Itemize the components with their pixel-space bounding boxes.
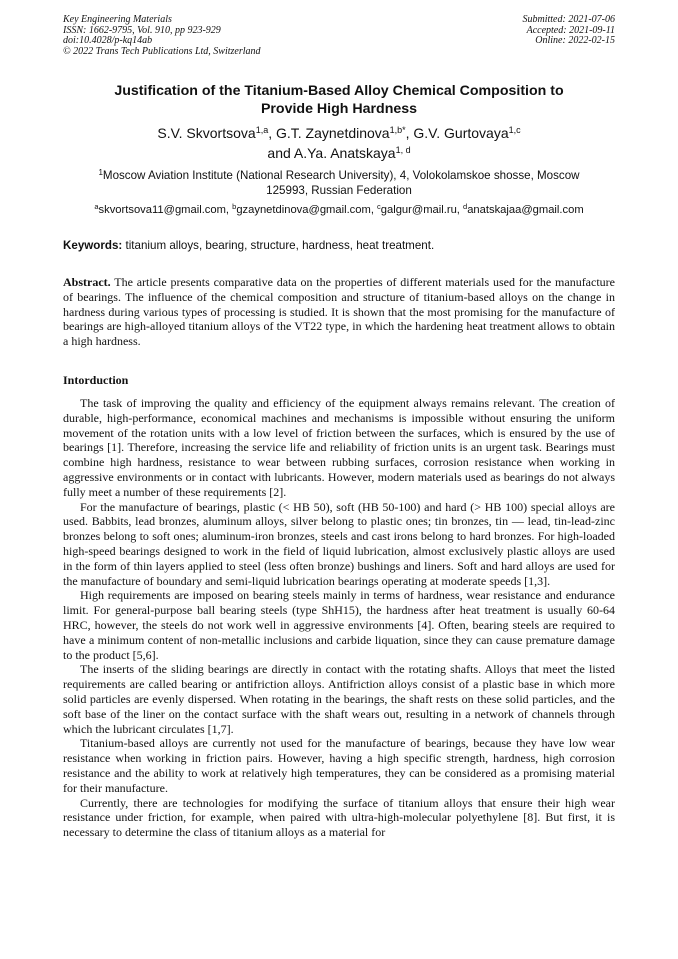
author-list bbox=[63, 123, 615, 163]
paragraph: For the manufacture of bearings, plastic (< HB 50), soft (HB 50-100) and hard (> HB 100) special alloys are used. Babbits, lead bronzes, aluminum alloys, silver belong to plastic ones; tin bronzes, tin — lead, tin-lead-zinc bronzes belong to soft ones; aluminum-iron bronzes, steels and cast irons belong to hard bronzes. For high-loaded high-speed bearings designed to work in the field of liquid lubrication, almost exclusively plastic alloys are used in the form of thin layers applied to steel (less often bronze) bushings and liners. Soft and hard alloys are used for the manufacture of boundary and semi-liquid lubrication bearings operating at moderate speeds [1,3]. bbox=[63, 499, 615, 588]
keywords-label: Keywords: bbox=[63, 239, 123, 252]
authors-line-1 bbox=[63, 123, 615, 143]
email-address: gzaynetdinova@gmail.com, bbox=[236, 204, 378, 216]
title-line-2: Provide High Hardness bbox=[260, 101, 418, 117]
author-superscript: 1,c bbox=[508, 125, 521, 135]
author-superscript: 1, d bbox=[395, 145, 411, 155]
dates-header bbox=[523, 15, 616, 47]
author-name: S.V. Skvortsova bbox=[157, 125, 256, 141]
journal-name: Key Engineering Materials bbox=[63, 14, 172, 25]
paragraph: High requirements are imposed on bearing steels mainly in terms of hardness, wear resistance and endurance limit. For general-purpose ball bearing steels (type ShH15), the hardness after heat treatment is usually 60-64 HRC, however, the steels do not work well in aggressive environments [4]. Often, bearing steels are required to have a minimum content of non-metallic inclusions and carbide liquation, since they can cause premature damage to the product [5,6]. bbox=[63, 588, 615, 662]
email-address: galgur@mail.ru, bbox=[380, 204, 464, 216]
paragraph: Titanium-based alloys are currently not used for the manufacture of bearings, because they have low wear resistance when working in friction pairs. However, having a high specific strength, hardness, high corrosion resistance and the ability to work at relatively high temperatures, they can be considered as a promising material for their manufacture. bbox=[63, 736, 615, 795]
email-superscript: a bbox=[94, 202, 99, 211]
section-heading-introduction: Intorduction bbox=[63, 373, 129, 387]
email-superscript: d bbox=[463, 202, 468, 211]
authors-line-2 bbox=[63, 143, 615, 163]
keywords-text: titanium alloys, bearing, structure, hardness, heat treatment. bbox=[122, 239, 435, 252]
abstract-label: Abstract. bbox=[63, 275, 111, 289]
paper-title bbox=[63, 82, 615, 118]
affiliation-line-1 bbox=[63, 168, 615, 183]
introduction-body bbox=[63, 396, 615, 840]
author-superscript: 1,a bbox=[255, 125, 269, 135]
affiliation-line-2: 125993, Russian Federation bbox=[266, 184, 412, 197]
author-name: and A.Ya. Anatskaya bbox=[267, 145, 396, 161]
paragraph: The inserts of the sliding bearings are directly in contact with the rotating shafts. Alloys that meet the listed requirements are called bearing or antifriction alloys. Antifriction alloys consist of a plastic base in which more solid particles are evenly dispersed. When rotating in the bearings, the shaft rests on these solid particles, and the soft base of the liner on the contact surface with the shaft wears out, resulting in a network of channels through which the lubricant circulates [1,7]. bbox=[63, 662, 615, 736]
email-superscript: c bbox=[377, 202, 381, 211]
submitted-date: Submitted: 2021-07-06 bbox=[522, 14, 615, 25]
email-superscript: b bbox=[232, 202, 237, 211]
doi-line: doi:10.4028/p-kq14ab bbox=[63, 35, 153, 47]
accepted-date: Accepted: 2021-09-11 bbox=[526, 24, 615, 36]
author-emails bbox=[63, 203, 615, 218]
abstract-text: The article presents comparative data on the properties of different materials used for the manufacture of bearings. The influence of the chemical composition and structure of titanium-based alloys on the change in hardness during various types of processing is studied. It is shown that the most promising for the manufacture of bearings are high-alloyed titanium alloys of the VT22 type, in which the hardening heat treatment allows to obtain a high hardness. bbox=[63, 275, 615, 349]
abstract bbox=[63, 275, 615, 349]
affiliation-text: Moscow Aviation Institute (National Research University), 4, Volokolamskoe shosse, Moscow bbox=[102, 169, 580, 182]
title-line-1: Justification of the Titanium-Based Alloy Chemical Composition to bbox=[114, 83, 564, 99]
author-name: , G.V. Gurtovaya bbox=[405, 125, 509, 141]
journal-header bbox=[63, 15, 261, 57]
affiliation-superscript: 1 bbox=[98, 168, 103, 177]
email-address: anatskajaa@gmail.com bbox=[467, 204, 584, 216]
online-date: Online: 2022-02-15 bbox=[535, 35, 615, 47]
affiliation bbox=[63, 168, 615, 198]
copyright-line: © 2022 Trans Tech Publications Ltd, Switzerland bbox=[63, 45, 261, 57]
paragraph: Currently, there are technologies for modifying the surface of titanium alloys that ensure their high wear resistance under friction, for example, when paired with ultra-high-molecular polyethylene [8]. But first, it is necessary to determine the class of titanium alloys as a material for bbox=[63, 795, 615, 840]
keywords bbox=[63, 238, 615, 253]
author-superscript: 1,b* bbox=[389, 125, 406, 135]
email-address: skvortsova11@gmail.com, bbox=[98, 204, 233, 216]
issn-line: ISSN: 1662-9795, Vol. 910, pp 923-929 bbox=[63, 24, 221, 36]
author-name: , G.T. Zaynetdinova bbox=[268, 125, 390, 141]
paragraph: The task of improving the quality and efficiency of the equipment always remains relevant. The creation of durable, high-performance, economical machines and mechanisms is impossible without ensuring the uniform movement of the rotation units with a low level of friction between the surfaces, which is ensured by the use of bearings [1]. Therefore, increasing the service life and reliability of friction units is an urgent task. Bearings must combine high hardness, resistance to wear between rubbing surfaces, corrosion resistance when working in aggressive environments or in contact with lubricants. However, modern materials used as bearings do not always fully meet a number of these requirements [2]. bbox=[63, 396, 615, 499]
